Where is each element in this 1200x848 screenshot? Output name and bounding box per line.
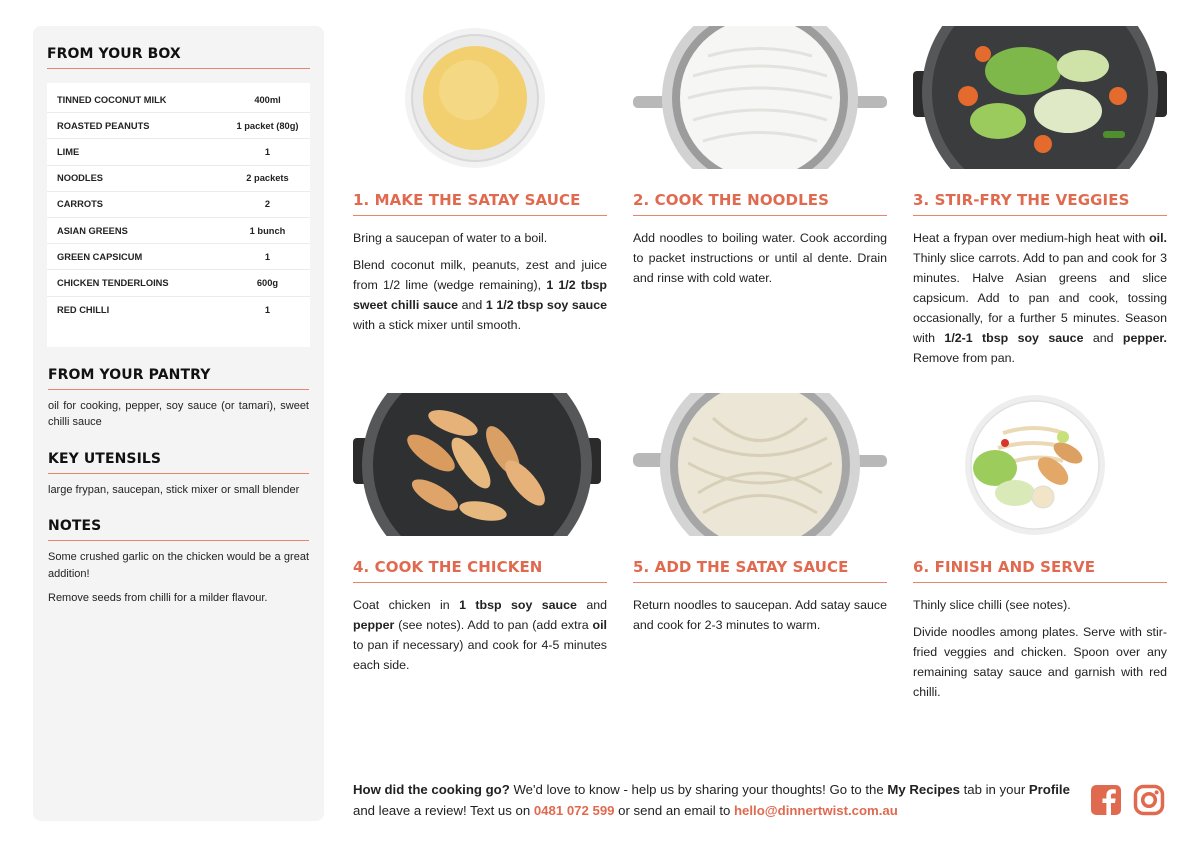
utensils-section [47,451,310,499]
cooked-noodles-photo [633,26,887,169]
ingredient-qty: 1 packet (80g) [236,120,299,131]
ingredient-qty: 2 packets [246,173,289,184]
table-row [47,139,310,165]
step-text: Divide noodles among plates. Serve with stir-fried veggies and chicken. Spoon over any remaining satay sauce and garnish with red chilli. [913,625,1167,699]
text-run: and [576,598,608,612]
profile-label: Profile [1028,782,1070,797]
stir-fry-veggies-photo [913,26,1167,169]
ingredient-name: GREEN CAPSICUM [57,251,143,262]
bold-text: oil [592,618,607,632]
step-5 [633,393,887,635]
step-title: 1. MAKE THE SATAY SAUCE [353,191,607,216]
ingredient-name: CHICKEN TENDERLOINS [57,277,169,288]
step-4 [353,393,607,675]
feedback-footer [353,779,1073,821]
pantry-text: oil for cooking, pepper, soy sauce (or tamari), sweet chilli sauce [48,399,309,429]
pantry-heading: FROM YOUR PANTRY [48,367,309,390]
table-row [47,244,310,270]
ingredient-name: NOODLES [57,173,103,184]
bold-text: pepper [353,618,395,632]
step-title: 3. STIR-FRY THE VEGGIES [913,191,1167,216]
ingredient-qty: 1 bunch [249,225,286,236]
table-row [47,297,310,323]
table-row [47,113,310,139]
step-body [633,595,887,635]
ingredients-sidebar [33,26,324,821]
ingredient-name: RED CHILLI [57,304,110,315]
step-body [913,595,1167,702]
satay-noodles-photo [633,393,887,536]
ingredient-name: ROASTED PEANUTS [57,120,150,131]
note-item: Remove seeds from chilli for a milder flavour. [48,592,268,605]
table-row [47,87,310,113]
step-2 [633,26,887,288]
notes-heading: NOTES [48,518,309,541]
step-body [913,228,1167,368]
step-title: 6. FINISH AND SERVE [913,558,1167,583]
text-run: Remove from pan. [913,351,1015,365]
text-run: to pan if necessary) and cook for 4-5 minutes each side. [353,638,607,672]
text-run: We'd love to know - help us by sharing your thoughts! Go to the [509,782,888,797]
box-heading: FROM YOUR BOX [47,46,310,69]
step-body [353,228,607,335]
bold-text: 1 1/2 tbsp sweet chilli sauce [353,278,607,312]
text-run: and [1083,331,1123,345]
step-title: 2. COOK THE NOODLES [633,191,887,216]
step-6 [913,393,1167,702]
text-run: and leave a review! Text us on [353,803,534,818]
utensils-heading: KEY UTENSILS [48,451,309,474]
facebook-icon[interactable] [1090,784,1124,818]
bold-text: oil. [1149,231,1167,245]
step-text [913,228,1167,368]
step-text: Add noodles to boiling water. Cook according to packet instructions or until al dente. Drain and rinse with cold water. [633,231,887,285]
text-run: Heat a frypan over medium-high heat with [913,231,1150,245]
phone-link[interactable]: 0481 072 599 [533,803,615,818]
ingredient-name: TINNED COCONUT MILK [57,94,167,105]
footer-question: How did the cooking go? [353,782,510,797]
finished-dish-photo [913,393,1167,536]
text-run: with a stick mixer until smooth. [353,318,522,332]
step-1 [353,26,607,335]
ingredient-name: LIME [57,146,80,157]
utensils-text: large frypan, saucepan, stick mixer or small blender [48,483,300,496]
ingredient-name: CARROTS [57,199,103,210]
ingredient-qty: 600g [256,277,279,288]
text-run: and [458,298,486,312]
step-body [633,228,887,288]
text-run: Thinly slice carrots. Add to pan and cook for 3 minutes. Halve Asian greens and slice capsicum. Add to pan and cook, tossing occasionally, for a further 5 minutes. Season with [913,251,1167,345]
email-link[interactable]: hello@dinnertwist.com.au [734,803,898,818]
table-row [47,192,310,218]
ingredient-qty: 2 [264,199,271,210]
step-text [353,255,607,335]
step-text [353,595,607,675]
step-title: 4. COOK THE CHICKEN [353,558,607,583]
bold-text: 1/2-1 tbsp soy sauce [944,331,1084,345]
text-run: (see notes). Add to pan (add extra [394,618,593,632]
bold-text: 1 tbsp soy sauce [459,598,577,612]
ingredient-name: ASIAN GREENS [57,225,128,236]
step-body [353,595,607,675]
bold-text: pepper. [1122,331,1167,345]
step-text: Thinly slice chilli (see notes). [913,598,1071,612]
table-row [47,218,310,244]
text-run: tab in your [959,782,1029,797]
step-text: Bring a saucepan of water to a boil. [353,231,548,245]
ingredient-qty: 400ml [254,94,281,105]
notes-section [47,518,310,607]
cook-chicken-photo [353,393,607,536]
ingredient-qty: 1 [264,304,271,315]
satay-sauce-photo [353,26,607,169]
text-run: or send an email to [614,803,734,818]
step-3 [913,26,1167,368]
bold-text: 1 1/2 tbsp soy sauce [485,298,608,312]
step-text: Return noodles to saucepan. Add satay sauce and cook for 2-3 minutes to warm. [633,598,887,632]
instagram-icon[interactable] [1133,784,1167,818]
box-ingredients-table [47,83,310,347]
note-item: Some crushed garlic on the chicken would be a great addition! [48,551,309,580]
ingredient-qty: 1 [264,146,271,157]
table-row [47,166,310,192]
table-row [47,270,310,296]
my-recipes-label: My Recipes [887,782,960,797]
step-title: 5. ADD THE SATAY SAUCE [633,558,887,583]
ingredient-qty: 1 [264,251,271,262]
pantry-section [47,367,310,431]
text-run: Blend coconut milk, peanuts, zest and juice from 1/2 lime (wedge remaining), [353,258,607,292]
text-run: Coat chicken in [353,598,460,612]
